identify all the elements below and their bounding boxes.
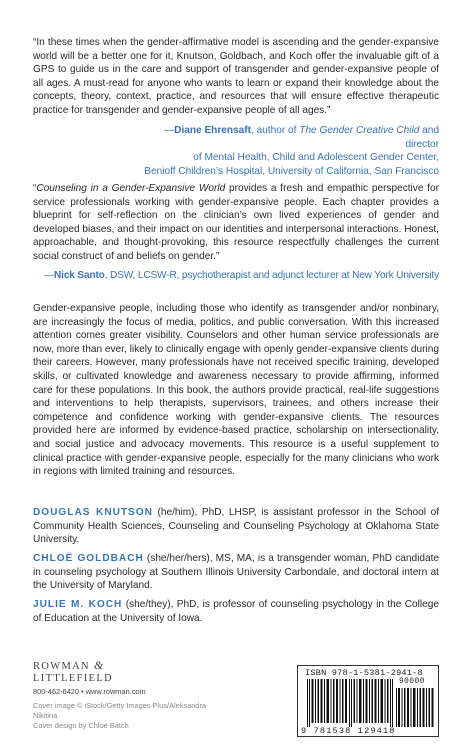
publisher-contact: 800-462-6420 • www.rowman.com [33,687,146,697]
barcode-main-bars [307,679,393,727]
author-bio-text: (she/they), PhD, is professor of counseling psychology in the College of Education at the University of Iowa. [33,599,440,624]
author-name: JULIE M. KOCH [33,599,123,610]
quote-open-mark: “ [33,183,37,194]
publisher-logo-ampersand: & [93,658,104,672]
endorsement-quote-2 [33,182,439,264]
publisher-logo-line-2: LITTLEFIELD [33,672,114,684]
cover-design-credit: Cover design by Chloe Batch [33,721,129,731]
author-bio [33,506,439,547]
author-name: DOUGLAS KNUTSON [33,507,153,518]
barcode-digits: 9 781538 129418 [301,726,396,736]
cover-image-credit: Cover image © iStock/Getty Images Plus/Aleksandra Nikitina [33,701,207,721]
endorser-affiliation-line-3: Benioff Children’s Hospital, University of California, San Francisco [144,165,439,177]
book-title: Counseling in a Gender-Expansive World [36,183,226,194]
author-bio [33,552,439,593]
attribution-dash: — [164,125,175,136]
endorser-role-cont: and director [405,125,439,150]
endorser-credentials: , DSW, LCSW-R, psychotherapist and adjunct lecturer at New York University [104,270,439,281]
endorser-book-title: The Gender Creative Child [299,125,420,136]
endorsement-attribution-1 [139,124,439,178]
author-name: CHLOË GOLDBACH [33,553,144,564]
endorser-name: Nick Santo [54,270,105,281]
publisher-logo-line-1: ROWMAN [33,661,90,672]
author-bio [33,598,439,625]
endorser-affiliation-line-2: of Mental Health, Child and Adolescent Gender Center, [193,152,439,164]
endorsement-attribution-2 [33,269,439,283]
publisher-block [33,660,223,731]
author-bio-text: (she/her/hers), MS, MA, is a transgender woman, PhD candidate in counseling psychology at Southern Illinois University Carbondale, and doctoral intern at the University of Maryland. [33,553,439,592]
isbn-number: ISBN 978-1-5381-2941-8 [305,668,423,678]
isbn-barcode [297,665,439,737]
endorser-name: Diane Ehrensaft [174,125,252,136]
endorser-role: , author of [251,125,300,136]
attribution-dash: — [44,270,55,281]
publisher-logo [33,660,223,684]
book-description: Gender-expansive people, including those who identify as transgender and/or nonbinary, are increasingly the focus of media, politics, and public conversation. With this increased attention comes greater visibility. Counselors and other human service professionals are now, more than ever, likely to clinically engage with openly gender-expansive clients during their careers. However, many professionals have not received specific training, developed skills, or cultivated knowledge and awareness necessary to provide affirming, informed care for these populations. In this book, the authors provide practical, real-life suggestions and interventions to help therapists, supervisors, trainees, and others increase their competence and confidence working with gender-expansive clients. The resources provided here are informed by evidence-based practice, scholarship on intersectionality, and social justice and advocacy movements. This resource is a useful supplement to clinical practice with gender-expansive people, especially for the many clinicians who work in regions with limited training and resources. [33,303,439,478]
price-addon-code: 90000 [399,678,425,686]
quote-2-body: provides a fresh and empathic perspective for service professionals working with gender-expansive people. Each chapter provides a blueprint for self-reflection on the clinician’s own lived experiences of gender and developed biases, and their impact on our identities and interpersonal interactions. Honest, approachable, and thought-provoking, this resource respectfully challenges the current social construct of and beliefs on gender.” [33,183,440,262]
author-bio-text: (he/him), PhD, LHSP, is assistant professor in the School of Community Health Sciences, Counseling and Counseling Psychology at Oklahoma State University. [33,507,439,546]
endorsement-quote-1: “In these times when the gender-affirmative model is ascending and the gender-expansive world will be a better one for it, Knutson, Goldbach, and Koch offer the invaluable gift of a GPS to guide us in the care and support of transgender and gender-expansive people of all ages. A must-read for anyone who wants to learn or expand their knowledge about the concepts, theory, context, practice, and resources that will ensure effective therapeutic practice for transgender and gender-expansive people of all ages.” [33,37,439,116]
barcode-addon-bars [396,688,434,727]
